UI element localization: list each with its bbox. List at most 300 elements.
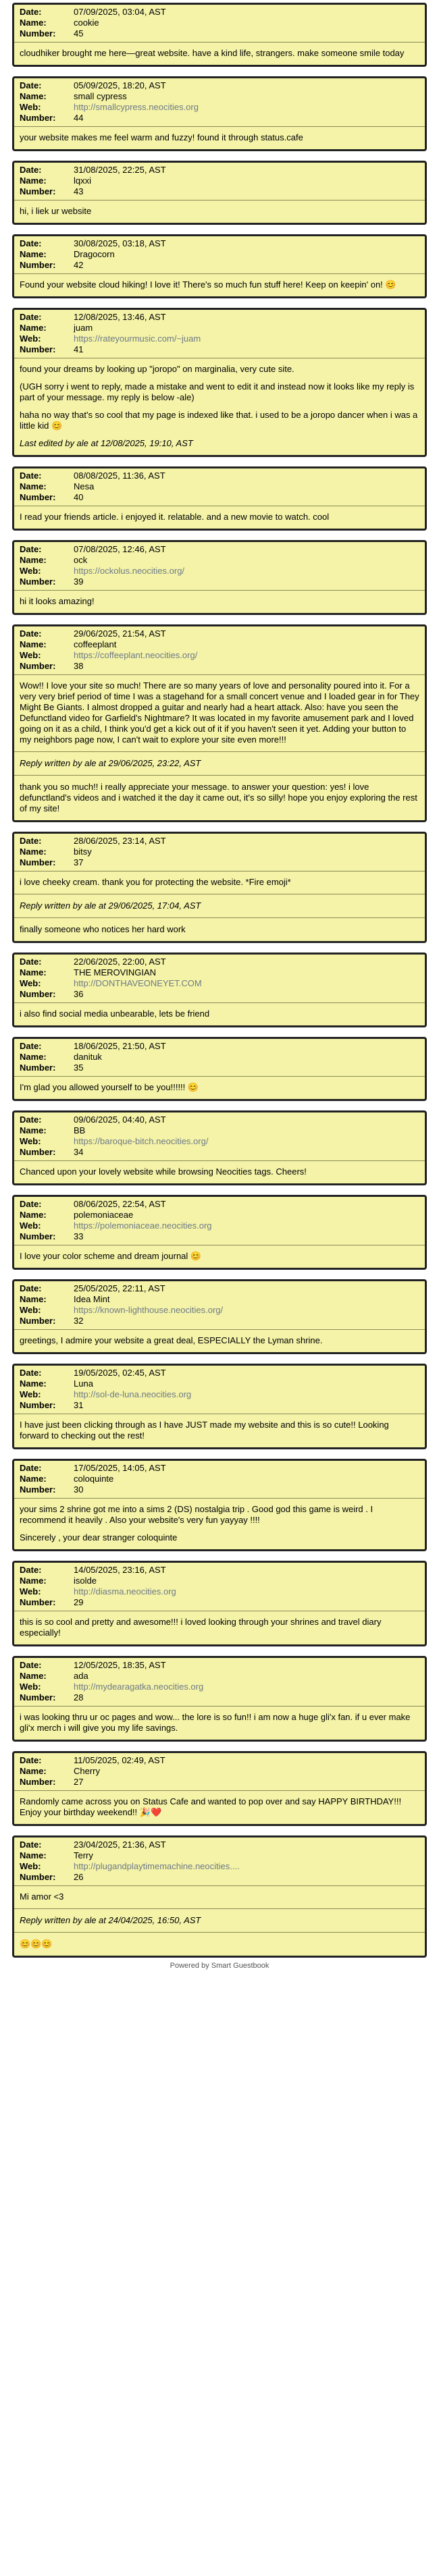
entry-name: polemoniaceae	[74, 1210, 134, 1220]
meta-row-number	[20, 344, 419, 355]
meta-label-name: Name:	[20, 481, 47, 491]
meta-row-date	[20, 1660, 419, 1671]
meta-row-number	[20, 1316, 419, 1326]
entry-message	[14, 591, 425, 613]
message-paragraph: greetings, I admire your website a great deal, ESPECIALLY the Lyman shrine.	[20, 1335, 323, 1345]
meta-row-number	[20, 661, 419, 672]
meta-row-web	[20, 1682, 419, 1692]
entry-message	[14, 1611, 425, 1644]
entry-date: 17/05/2025, 14:05, AST	[74, 1463, 166, 1473]
entry-name: ada	[74, 1671, 88, 1681]
meta-row-number	[20, 1484, 419, 1495]
message-paragraph: I'm glad you allowed yourself to be you!!!!!! 😊	[20, 1082, 199, 1092]
entry-number: 33	[74, 1231, 84, 1241]
entry-meta	[14, 1281, 425, 1330]
entry-name: juam	[74, 323, 93, 333]
meta-label-date: Date:	[20, 471, 42, 481]
meta-row-web	[20, 333, 419, 344]
entry-number: 39	[74, 576, 84, 587]
meta-row-date	[20, 1368, 419, 1378]
meta-row-number	[20, 492, 419, 503]
meta-row-name	[20, 1576, 419, 1586]
entry-meta	[14, 626, 425, 675]
entry-website-link[interactable]: http://diasma.neocities.org	[74, 1586, 176, 1596]
entry-date: 14/05/2025, 23:16, AST	[74, 1565, 166, 1575]
meta-label-number: Number:	[20, 113, 56, 123]
meta-row-date	[20, 165, 419, 176]
message-paragraph: I love your color scheme and dream journal 😊	[20, 1251, 202, 1261]
meta-label-number: Number:	[20, 1692, 56, 1702]
meta-label-date: Date:	[20, 312, 42, 322]
meta-row-name	[20, 1474, 419, 1484]
meta-label-name: Name:	[20, 639, 47, 649]
meta-row-number	[20, 186, 419, 197]
meta-label-web: Web:	[20, 1136, 41, 1146]
reply-divider	[14, 751, 425, 752]
entry-date: 30/08/2025, 03:18, AST	[74, 238, 166, 248]
meta-row-number	[20, 989, 419, 1000]
guestbook-entry	[12, 1459, 427, 1551]
meta-label-web: Web:	[20, 1389, 41, 1399]
meta-row-name	[20, 847, 419, 857]
reply-paragraph: finally someone who notices her hard work	[20, 924, 186, 934]
entry-date: 08/06/2025, 22:54, AST	[74, 1199, 166, 1209]
meta-row-web	[20, 1861, 419, 1872]
message-paragraph: i was looking thru ur oc pages and wow... the lore is so fun!! i am now a huge gli'x fan. if u ever make gli'x merch i will give you my life savings.	[20, 1712, 411, 1733]
entry-name: coloquinte	[74, 1474, 114, 1484]
entry-number: 45	[74, 28, 84, 38]
guestbook-entry	[12, 76, 427, 151]
entry-meta	[14, 163, 425, 200]
meta-row-name	[20, 1052, 419, 1063]
entry-date: 11/05/2025, 02:49, AST	[74, 1755, 165, 1765]
guestbook-entry	[12, 1835, 427, 1958]
entry-name: Idea Mint	[74, 1294, 110, 1304]
entry-meta	[14, 1563, 425, 1611]
guestbook-entry	[12, 1037, 427, 1101]
guestbook-entry	[12, 466, 427, 531]
meta-label-name: Name:	[20, 249, 47, 259]
meta-label-name: Name:	[20, 323, 47, 333]
meta-row-web	[20, 1305, 419, 1316]
meta-row-name	[20, 639, 419, 650]
meta-label-number: Number:	[20, 1316, 56, 1326]
entry-message	[14, 43, 425, 65]
meta-row-date	[20, 1199, 419, 1210]
meta-row-date	[20, 312, 419, 323]
meta-label-web: Web:	[20, 978, 41, 988]
entry-name: ock	[74, 555, 88, 565]
meta-label-name: Name:	[20, 1766, 47, 1776]
entry-website-link[interactable]: https://baroque-bitch.neocities.org/	[74, 1136, 209, 1146]
meta-row-date	[20, 628, 419, 639]
meta-label-date: Date:	[20, 1199, 42, 1209]
entry-name: cookie	[74, 18, 99, 28]
entry-message	[14, 675, 425, 820]
entry-website-link[interactable]: https://known-lighthouse.neocities.org/	[74, 1305, 224, 1315]
entry-meta	[14, 1753, 425, 1791]
meta-row-number	[20, 1777, 419, 1788]
entry-message	[14, 1330, 425, 1352]
entry-date: 09/06/2025, 04:40, AST	[74, 1115, 166, 1125]
meta-row-date	[20, 80, 419, 91]
message-paragraph: Randomly came across you on Status Cafe and wanted to pop over and say HAPPY BIRTHDAY!!! Enjoy your birthday weekend!! 🎉❤️	[20, 1796, 402, 1817]
entry-message	[14, 358, 425, 455]
meta-row-date	[20, 1840, 419, 1850]
meta-label-number: Number:	[20, 1484, 56, 1495]
meta-row-name	[20, 967, 419, 978]
entry-date: 22/06/2025, 22:00, AST	[74, 957, 166, 967]
meta-label-date: Date:	[20, 1565, 42, 1575]
reply-paragraph: thank you so much!! i really appreciate your message. to answer your question: yes! i love defunctland's videos and i watched it the day it came out, it's so silly! hope you enjoy exploring the rest of my site!	[20, 782, 417, 813]
entry-message	[14, 1886, 425, 1956]
entry-message	[14, 1077, 425, 1099]
entry-message	[14, 274, 425, 296]
meta-label-name: Name:	[20, 176, 47, 186]
meta-label-date: Date:	[20, 1840, 42, 1850]
entry-number: 38	[74, 661, 84, 671]
meta-row-number	[20, 260, 419, 271]
meta-row-date	[20, 1041, 419, 1052]
meta-row-number	[20, 1692, 419, 1703]
entry-date: 31/08/2025, 22:25, AST	[74, 165, 166, 175]
entry-number: 37	[74, 857, 84, 867]
message-paragraph: Chanced upon your lovely website while browsing Neocities tags. Cheers!	[20, 1166, 307, 1177]
meta-label-web: Web:	[20, 1220, 41, 1231]
entry-meta	[14, 955, 425, 1003]
entry-message	[14, 200, 425, 223]
meta-label-web: Web:	[20, 1861, 41, 1871]
message-paragraph: Found your website cloud hiking! I love it! There's so much fun stuff here! Keep on keepin' on! 😊	[20, 279, 396, 290]
meta-label-number: Number:	[20, 1063, 56, 1073]
meta-row-number	[20, 1231, 419, 1242]
meta-row-name	[20, 1671, 419, 1682]
entry-name: bitsy	[74, 847, 92, 857]
meta-row-name	[20, 1850, 419, 1861]
entry-number: 41	[74, 344, 84, 354]
meta-label-name: Name:	[20, 967, 47, 977]
meta-row-name	[20, 176, 419, 186]
meta-label-date: Date:	[20, 238, 42, 248]
message-paragraph: hi, i liek ur website	[20, 206, 92, 216]
message-paragraph: Mi amor <3	[20, 1891, 64, 1902]
reply-divider	[14, 1908, 425, 1909]
meta-row-name	[20, 18, 419, 28]
message-paragraph: i also find social media unbearable, lets be friend	[20, 1009, 210, 1019]
entry-number: 34	[74, 1147, 84, 1157]
entry-website-link[interactable]: https://polemoniaceae.neocities.org	[74, 1220, 212, 1231]
entry-name: Luna	[74, 1378, 93, 1389]
meta-label-date: Date:	[20, 544, 42, 554]
meta-row-number	[20, 1872, 419, 1883]
guestbook-entry	[12, 308, 427, 457]
entry-website-link[interactable]: https://ockolus.neocities.org/	[74, 566, 185, 576]
entry-name: danituk	[74, 1052, 102, 1062]
meta-label-number: Number:	[20, 1147, 56, 1157]
message-paragraph: this is so cool and pretty and awesome!!! i loved looking through your shrines and travel diary especially!	[20, 1617, 382, 1638]
entry-meta	[14, 1461, 425, 1499]
meta-label-date: Date:	[20, 1115, 42, 1125]
meta-row-name	[20, 555, 419, 566]
edit-note: Last edited by ale at 12/08/2025, 19:10, AST	[20, 438, 193, 448]
meta-row-web	[20, 1586, 419, 1597]
meta-label-number: Number:	[20, 28, 56, 38]
entry-date: 12/05/2025, 18:35, AST	[74, 1660, 166, 1670]
entry-website-link[interactable]: http://smallcypress.neocities.org	[74, 102, 199, 112]
meta-label-number: Number:	[20, 1231, 56, 1241]
entry-number: 40	[74, 492, 84, 502]
meta-label-date: Date:	[20, 957, 42, 967]
entry-number: 27	[74, 1777, 84, 1787]
reply-note: Reply written by ale at 29/06/2025, 17:04, AST	[20, 901, 201, 911]
entry-name: THE MEROVINGIAN	[74, 967, 157, 977]
entry-date: 07/09/2025, 03:04, AST	[74, 7, 166, 17]
entry-name: coffeeplant	[74, 639, 117, 649]
meta-row-name	[20, 1766, 419, 1777]
meta-row-name	[20, 481, 419, 492]
meta-row-number	[20, 857, 419, 868]
meta-row-date	[20, 238, 419, 249]
meta-label-number: Number:	[20, 661, 56, 671]
entry-date: 29/06/2025, 21:54, AST	[74, 628, 166, 639]
meta-label-date: Date:	[20, 165, 42, 175]
entry-message	[14, 1707, 425, 1740]
entry-number: 42	[74, 260, 84, 270]
entry-meta	[14, 1112, 425, 1161]
message-paragraph: haha no way that's so cool that my page is indexed like that. i used to be a joropo dancer when i was a little kid 😊	[20, 410, 418, 431]
message-paragraph: Sincerely , your dear stranger coloquinte	[20, 1532, 178, 1542]
guestbook-entry	[12, 1110, 427, 1185]
entry-meta	[14, 236, 425, 274]
meta-row-name	[20, 323, 419, 333]
entry-number: 35	[74, 1063, 84, 1073]
guestbook-entry	[12, 1279, 427, 1354]
entry-meta	[14, 1039, 425, 1077]
meta-label-number: Number:	[20, 1400, 56, 1410]
meta-label-date: Date:	[20, 1283, 42, 1293]
meta-label-web: Web:	[20, 1682, 41, 1692]
guestbook-entry-list	[0, 3, 439, 1970]
meta-row-date	[20, 836, 419, 847]
guestbook-entry	[12, 832, 427, 943]
message-paragraph: your website makes me feel warm and fuzzy! found it through status.cafe	[20, 132, 303, 142]
meta-label-name: Name:	[20, 1378, 47, 1389]
meta-row-web	[20, 1136, 419, 1147]
meta-label-name: Name:	[20, 1850, 47, 1860]
entry-message	[14, 1245, 425, 1268]
meta-row-name	[20, 249, 419, 260]
meta-label-date: Date:	[20, 1755, 42, 1765]
guestbook-entry	[12, 1195, 427, 1270]
meta-row-number	[20, 113, 419, 124]
entry-date: 28/06/2025, 23:14, AST	[74, 836, 166, 846]
entry-message	[14, 1161, 425, 1183]
message-paragraph: I have just been clicking through as I have JUST made my website and this is so cute!! Looking forward to checking out the rest!	[20, 1420, 389, 1441]
entry-message	[14, 506, 425, 529]
entry-meta	[14, 1366, 425, 1414]
entry-date: 25/05/2025, 22:11, AST	[74, 1283, 165, 1293]
entry-date: 08/08/2025, 11:36, AST	[74, 471, 165, 481]
entry-name: small cypress	[74, 91, 127, 101]
meta-label-date: Date:	[20, 1463, 42, 1473]
entry-name: Dragocorn	[74, 249, 115, 259]
guestbook-entry	[12, 1561, 427, 1646]
meta-row-name	[20, 1378, 419, 1389]
entry-website-link[interactable]: https://coffeeplant.neocities.org/	[74, 650, 198, 660]
meta-label-name: Name:	[20, 555, 47, 565]
meta-label-name: Name:	[20, 1294, 47, 1304]
entry-date: 23/04/2025, 21:36, AST	[74, 1840, 166, 1850]
entry-meta	[14, 834, 425, 871]
guestbook-entry	[12, 3, 427, 67]
reply-divider	[14, 775, 425, 776]
reply-note: Reply written by ale at 29/06/2025, 23:22, AST	[20, 758, 201, 768]
entry-name: isolde	[74, 1576, 97, 1586]
entry-name: Nesa	[74, 481, 95, 491]
meta-row-date	[20, 1463, 419, 1474]
guestbook-footer[interactable]: Powered by Smart Guestbook	[170, 1962, 269, 1970]
entry-website-link[interactable]: http://plugandplaytimemachine.neocities....	[74, 1861, 240, 1871]
entry-number: 26	[74, 1872, 84, 1882]
meta-label-name: Name:	[20, 847, 47, 857]
reply-paragraph: 😊😊😊	[20, 1939, 53, 1949]
entry-date: 19/05/2025, 02:45, AST	[74, 1368, 166, 1378]
meta-row-name	[20, 1210, 419, 1220]
guestbook-entry	[12, 540, 427, 615]
meta-row-number	[20, 1147, 419, 1158]
message-paragraph: Wow!! I love your site so much! There are so many years of love and personality poured into it. For a very very brief period of time I was a stagehand for a small concert venue and I loaded gear in for They Might Be Giants. I almost dropped a guitar and nearly had a heart attack. Also: have you seen the Defunctland video for Garfield's Nightmare? It was located in my favorite amusement park and I loved going on it as a child, I think you'd get a kick out of it if you haven't seen it yet. Adding your button to my neighbors page now, I can't wait to explore your site even more!!!	[20, 680, 419, 745]
meta-row-web	[20, 566, 419, 576]
meta-label-web: Web:	[20, 566, 41, 576]
meta-label-name: Name:	[20, 1125, 47, 1135]
meta-label-name: Name:	[20, 1576, 47, 1586]
meta-label-web: Web:	[20, 102, 41, 112]
meta-label-name: Name:	[20, 18, 47, 28]
meta-label-web: Web:	[20, 650, 41, 660]
meta-label-date: Date:	[20, 1660, 42, 1670]
meta-label-date: Date:	[20, 80, 42, 90]
meta-row-date	[20, 471, 419, 481]
entry-message	[14, 871, 425, 941]
meta-label-name: Name:	[20, 1671, 47, 1681]
entry-message	[14, 127, 425, 149]
message-paragraph: I read your friends article. i enjoyed it. relatable. and a new movie to watch. cool	[20, 512, 330, 522]
entry-number: 36	[74, 989, 84, 999]
meta-label-name: Name:	[20, 1052, 47, 1062]
guestbook-entry	[12, 1656, 427, 1742]
meta-row-web	[20, 650, 419, 661]
meta-row-date	[20, 544, 419, 555]
entry-date: 12/08/2025, 13:46, AST	[74, 312, 166, 322]
entry-number: 43	[74, 186, 84, 196]
meta-label-number: Number:	[20, 492, 56, 502]
meta-row-number	[20, 1063, 419, 1073]
meta-row-web	[20, 978, 419, 989]
entry-message	[14, 1003, 425, 1025]
guestbook-entry	[12, 161, 427, 225]
meta-row-date	[20, 1755, 419, 1766]
meta-row-number	[20, 1400, 419, 1411]
entry-number: 29	[74, 1597, 84, 1607]
meta-row-date	[20, 1565, 419, 1576]
entry-meta	[14, 5, 425, 43]
entry-date: 07/08/2025, 12:46, AST	[74, 544, 166, 554]
meta-label-web: Web:	[20, 333, 41, 344]
meta-label-number: Number:	[20, 857, 56, 867]
meta-row-number	[20, 28, 419, 39]
meta-label-number: Number:	[20, 1777, 56, 1787]
entry-date: 18/06/2025, 21:50, AST	[74, 1041, 166, 1051]
meta-row-name	[20, 91, 419, 102]
meta-row-date	[20, 1115, 419, 1125]
message-paragraph: i love cheeky cream. thank you for protecting the website. *Fire emoji*	[20, 877, 291, 887]
message-paragraph: your sims 2 shrine got me into a sims 2 (DS) nostalgia trip . Good god this game is weird . I recommend it heavily . Also your website's very fun yayyay !!!!	[20, 1504, 373, 1525]
entry-website-link[interactable]: http://DONTHAVEONEYET.COM	[74, 978, 202, 988]
meta-label-name: Name:	[20, 91, 47, 101]
meta-label-date: Date:	[20, 7, 42, 17]
entry-number: 32	[74, 1316, 84, 1326]
entry-meta	[14, 1837, 425, 1886]
meta-label-date: Date:	[20, 1041, 42, 1051]
meta-label-number: Number:	[20, 1872, 56, 1882]
entry-message	[14, 1791, 425, 1824]
meta-label-web: Web:	[20, 1305, 41, 1315]
meta-label-date: Date:	[20, 1368, 42, 1378]
entry-meta	[14, 1658, 425, 1707]
guestbook-entry	[12, 1751, 427, 1826]
meta-row-name	[20, 1294, 419, 1305]
meta-label-date: Date:	[20, 628, 42, 639]
meta-label-number: Number:	[20, 260, 56, 270]
entry-meta	[14, 78, 425, 127]
message-paragraph: hi it looks amazing!	[20, 596, 95, 606]
entry-meta	[14, 468, 425, 506]
meta-label-name: Name:	[20, 1474, 47, 1484]
message-paragraph: (UGH sorry i went to reply, made a mistake and went to edit it and instead now it looks like my reply is part of your message. my reply is below -ale)	[20, 381, 415, 402]
meta-label-name: Name:	[20, 1210, 47, 1220]
meta-row-date	[20, 1283, 419, 1294]
guestbook-entry	[12, 952, 427, 1027]
meta-row-name	[20, 1125, 419, 1136]
entry-meta	[14, 1197, 425, 1245]
meta-label-date: Date:	[20, 836, 42, 846]
entry-website-link[interactable]: https://rateyourmusic.com/~juam	[74, 333, 201, 344]
meta-row-web	[20, 102, 419, 113]
meta-row-date	[20, 7, 419, 18]
guestbook-entry	[12, 234, 427, 298]
entry-meta	[14, 310, 425, 358]
entry-name: lqxxi	[74, 176, 92, 186]
entry-message	[14, 1499, 425, 1549]
meta-label-number: Number:	[20, 1597, 56, 1607]
guestbook-entry	[12, 624, 427, 822]
entry-number: 30	[74, 1484, 84, 1495]
entry-number: 31	[74, 1400, 84, 1410]
entry-website-link[interactable]: http://sol-de-luna.neocities.org	[74, 1389, 192, 1399]
entry-date: 05/09/2025, 18:20, AST	[74, 80, 166, 90]
entry-message	[14, 1414, 425, 1447]
meta-row-web	[20, 1220, 419, 1231]
reply-note: Reply written by ale at 24/04/2025, 16:50, AST	[20, 1915, 201, 1925]
meta-row-number	[20, 576, 419, 587]
entry-name: Cherry	[74, 1766, 101, 1776]
entry-website-link[interactable]: http://mydearagatka.neocities.org	[74, 1682, 204, 1692]
meta-row-web	[20, 1389, 419, 1400]
meta-label-number: Number:	[20, 576, 56, 587]
meta-label-web: Web:	[20, 1586, 41, 1596]
reply-divider	[14, 917, 425, 918]
entry-number: 44	[74, 113, 84, 123]
